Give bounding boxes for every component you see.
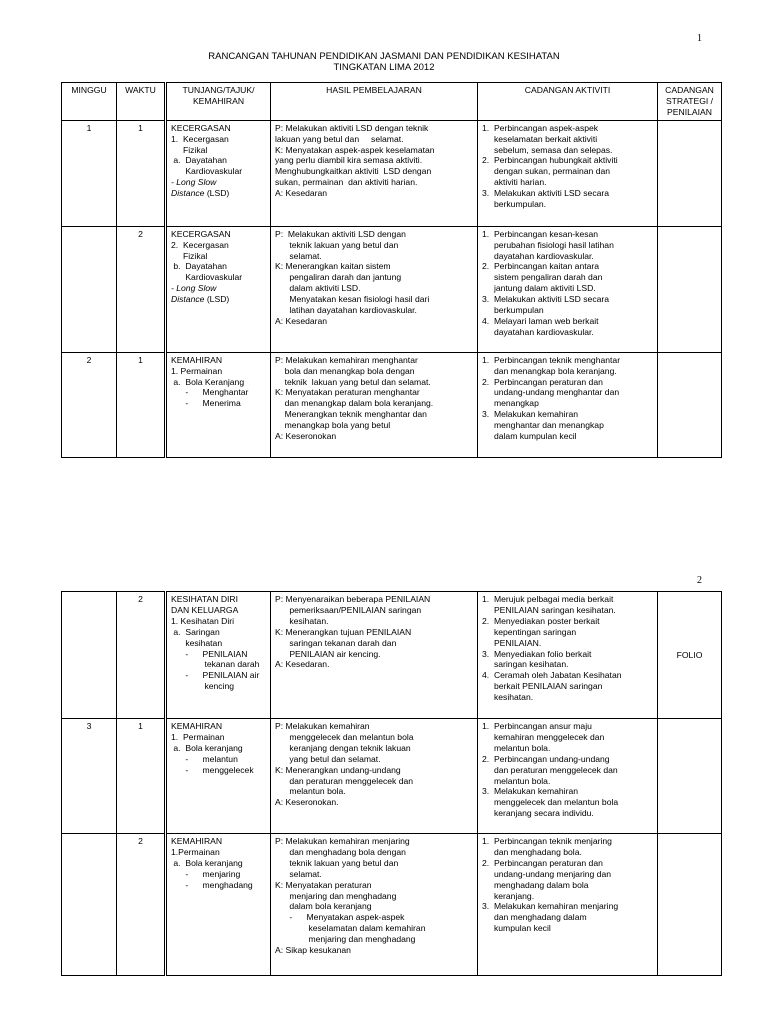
hasil-cell: P: Menyenaraikan beberapa PENILAIAN pemeriksaan/PENILAIAN saringan kesihatan. K: Menerangkan tujuan PENILAIAN saringan tekanan darah dan PENILAIAN air kencing. A: Kesedaran.	[271, 592, 478, 719]
hasil-cell: P: Melakukan kemahiran menghantar bola dan menangkap bola dengan teknik lakuan yang betul dan selamat. K: Menyatakan peraturan menghantar dan menangkap dalam bola keranjang. Menerangkan teknik menghantar dan menangkap bola yang betul A: Keseronokan	[271, 352, 478, 457]
waktu-cell: 1	[117, 719, 166, 834]
minggu-cell: 2	[62, 352, 117, 457]
strategi-cell	[658, 834, 722, 976]
minggu-cell	[62, 226, 117, 352]
tunjang-cell	[166, 120, 271, 226]
aktiviti-cell: 1. Perbincangan teknik menghantar dan menangkap bola keranjang. 2. Perbincangan peraturan dan undang-undang menghantar dan menangkap 3. Melakukan kemahiran menghantar dan menangkap dalam kumpulan kecil	[478, 352, 658, 457]
tunjang-cell: KESIHATAN DIRI DAN KELUARGA 1. Kesihatan Diri a. Saringan kesihatan - PENILAIAN tekanan darah - PENILAIAN air kencing	[166, 592, 271, 719]
tunjang-italic: - Long Slow Distance	[171, 283, 217, 305]
waktu-cell: 1	[117, 352, 166, 457]
aktiviti-cell: 1. Perbincangan teknik menjaring dan menghadang bola. 2. Perbincangan peraturan dan undang-undang menjaring dan menghadang dalam bola keranjang. 3. Melakukan kemahiran menjaring dan menghadang dalam kumpulan kecil	[478, 834, 658, 976]
page-number: 1	[697, 33, 702, 44]
minggu-cell: 3	[62, 719, 117, 834]
tunjang-italic: - Long Slow Distance	[171, 177, 217, 199]
tunjang-tail: (LSD)	[204, 188, 230, 199]
plan-table-page2	[61, 591, 722, 976]
table-row	[62, 719, 722, 834]
strategi-cell	[658, 226, 722, 352]
aktiviti-cell: 1. Perbincangan aspek-aspek keselamatan berkait aktiviti sebelum, semasa dan selepas. 2. Perbincangan hubungkait aktiviti dengan sukan, permainan dan aktiviti harian. 3. Melakukan aktiviti LSD secara berkumpulan.	[478, 120, 658, 226]
tunjang-tail: (LSD)	[204, 294, 230, 305]
waktu-cell: 2	[117, 834, 166, 976]
waktu-cell: 2	[117, 226, 166, 352]
hasil-cell: P: Melakukan aktiviti LSD dengan teknik lakuan yang betul dan selamat. K: Menerangkan kaitan sistem pengaliran darah dan jantung dalam aktiviti LSD. Menyatakan kesan fisiologi hasil dari latihan dayatahan kardiovaskular. A: Kesedaran	[271, 226, 478, 352]
header-cadangan-aktiviti: CADANGAN AKTIVITI	[478, 83, 658, 121]
waktu-cell: 2	[117, 592, 166, 719]
table-row	[62, 834, 722, 976]
tunjang-cell: KEMAHIRAN 1. Permainan a. Bola keranjang - melantun - menggelecek	[166, 719, 271, 834]
tunjang-text: KECERGASAN 2. Kecergasan Fizikal b. Dayatahan Kardiovaskular	[171, 228, 243, 283]
table-row	[62, 120, 722, 226]
header-cadangan-strategi: CADANGAN STRATEGI / PENILAIAN	[658, 83, 722, 121]
table-row	[62, 592, 722, 719]
table-row	[62, 226, 722, 352]
minggu-cell	[62, 592, 117, 719]
document-title: RANCANGAN TAHUNAN PENDIDIKAN JASMANI DAN PENDIDIKAN KESIHATAN	[208, 51, 560, 62]
table-row	[62, 352, 722, 457]
hasil-cell: P: Melakukan aktiviti LSD dengan teknik lakuan yang betul dan selamat. K: Menyatakan aspek-aspek keselamatan yang perlu diambil kira semasa aktiviti. Menghubungkaitkan aktiviti LSD dengan sukan, permainan dan aktiviti harian. A: Kesedaran	[271, 120, 478, 226]
strategi-cell: FOLIO	[658, 592, 722, 719]
tunjang-cell	[166, 226, 271, 352]
document-subtitle: TINGKATAN LIMA 2012	[333, 62, 435, 73]
strategi-cell	[658, 352, 722, 457]
minggu-cell	[62, 834, 117, 976]
tunjang-cell: KEMAHIRAN 1.Permainan a. Bola keranjang - menjaring - menghadang	[166, 834, 271, 976]
waktu-cell: 1	[117, 120, 166, 226]
tunjang-text: KECERGASAN 1. Kecergasan Fizikal a. Dayatahan Kardiovaskular	[171, 122, 243, 177]
header-minggu: MINGGU	[62, 83, 117, 121]
strategi-cell	[658, 719, 722, 834]
aktiviti-cell: 1. Perbincangan ansur maju kemahiran menggelecek dan melantun bola. 2. Perbincangan undang-undang dan peraturan menggelecek dan melantun bola. 3. Melakukan kemahiran menggelecek dan melantun bola keranjang secara individu.	[478, 719, 658, 834]
header-tunjang: TUNJANG/TAJUK/ KEMAHIRAN	[166, 83, 271, 121]
hasil-cell: P: Melakukan kemahiran menggelecek dan melantun bola keranjang dengan teknik lakuan yang betul dan selamat. K: Menerangkan undang-undang dan peraturan menggelecek dan melantun bola. A: Keseronokan.	[271, 719, 478, 834]
plan-table-page1	[61, 82, 722, 458]
header-waktu: WAKTU	[117, 83, 166, 121]
header-hasil: HASIL PEMBELAJARAN	[271, 83, 478, 121]
tunjang-cell: KEMAHIRAN 1. Permainan a. Bola Keranjang - Menghantar - Menerima	[166, 352, 271, 457]
page-number: 2	[697, 575, 702, 586]
aktiviti-cell: 1. Merujuk pelbagai media berkait PENILAIAN saringan kesihatan. 2. Menyediakan poster berkait kepentingan saringan PENILAIAN. 3. Menyediakan folio berkait saringan kesihatan. 4. Ceramah oleh Jabatan Kesihatan berkait PENILAIAN saringan kesihatan.	[478, 592, 658, 719]
strategi-cell	[658, 120, 722, 226]
minggu-cell: 1	[62, 120, 117, 226]
hasil-cell: P: Melakukan kemahiran menjaring dan menghadang bola dengan teknik lakuan yang betul dan selamat. K: Menyatakan peraturan menjaring dan menghadang dalam bola keranjang - Menyatakan aspek-aspek keselamatan dalam kemahiran menjaring dan menghadang A: Sikap kesukanan	[271, 834, 478, 976]
aktiviti-cell: 1. Perbincangan kesan-kesan perubahan fisiologi hasil latihan dayatahan kardiovaskular. 2. Perbincangan kaitan antara sistem pengaliran darah dan jantung dalam aktiviti LSD. 3. Melakukan aktiviti LSD secara berkumpulan 4. Melayari laman web berkait dayatahan kardiovaskular.	[478, 226, 658, 352]
table-header-row	[62, 83, 722, 121]
